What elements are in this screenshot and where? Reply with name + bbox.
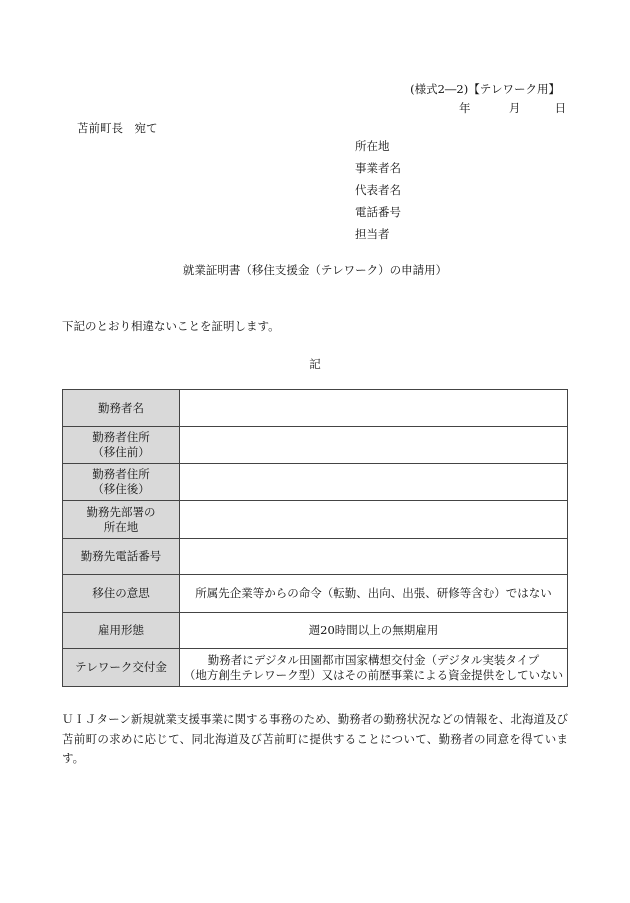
table-row: [63, 613, 568, 649]
certificate-table: [62, 389, 568, 687]
sender-company-label: 事業者名: [355, 161, 401, 175]
employment-type-value: 週20時間以上の無期雇用: [180, 613, 568, 649]
addressee: 苫前町長 宛て: [77, 121, 158, 135]
sender-representative-label: 代表者名: [355, 183, 401, 197]
telework-grant-label: テレワーク交付金: [63, 649, 180, 687]
table-row: [63, 649, 568, 687]
year-label: 年: [459, 101, 471, 115]
relocation-intent-value: 所属先企業等からの命令（転勤、出向、出張、研修等含む）ではない: [180, 575, 568, 613]
department-location-value[interactable]: [180, 501, 568, 539]
workplace-phone-value[interactable]: [180, 539, 568, 575]
table-row: [63, 501, 568, 539]
ki-heading: 記: [309, 357, 321, 371]
day-label: 日: [554, 101, 567, 115]
table-row: [63, 539, 568, 575]
date-line: [459, 100, 566, 116]
sender-address-label: 所在地: [355, 139, 390, 153]
table-row: [63, 390, 568, 427]
telework-grant-value: 勤務者にデジタル田園都市国家構想交付金（デジタル実装タイプ （地方創生テレワーク型）又はその前歴事業による資金提供をしていない: [180, 649, 568, 687]
worker-address-before-label: 勤務者住所 （移住前）: [63, 427, 180, 464]
table-row: [63, 575, 568, 613]
worker-address-after-value[interactable]: [180, 464, 568, 501]
form-number: (様式2―2)【テレワーク用】: [410, 82, 560, 96]
table-row: [63, 427, 568, 464]
document-title: 就業証明書（移住支援金（テレワーク）の申請用）: [182, 263, 448, 277]
worker-address-before-value[interactable]: [180, 427, 568, 464]
sender-contact-label: 担当者: [355, 227, 390, 241]
table-row: [63, 464, 568, 501]
worker-address-after-label: 勤務者住所 （移住後）: [63, 464, 180, 501]
worker-name-value[interactable]: [180, 390, 568, 427]
employment-type-label: 雇用形態: [63, 613, 180, 649]
department-location-label: 勤務先部署の 所在地: [63, 501, 180, 539]
month-label: 月: [508, 101, 521, 115]
workplace-phone-label: 勤務先電話番号: [63, 539, 180, 575]
sender-phone-label: 電話番号: [355, 205, 401, 219]
worker-name-label: 勤務者名: [63, 390, 180, 427]
relocation-intent-label: 移住の意思: [63, 575, 180, 613]
consent-note: ＵＩＪターン新規就業支援事業に関する事務のため、勤務者の勤務状況などの情報を、北海道及び苫前町の求めに応じて、同北海道及び苫前町に提供することについて、勤務者の同意を得ています。: [62, 712, 568, 765]
certification-statement: 下記のとおり相違ないことを証明します。: [62, 319, 280, 333]
